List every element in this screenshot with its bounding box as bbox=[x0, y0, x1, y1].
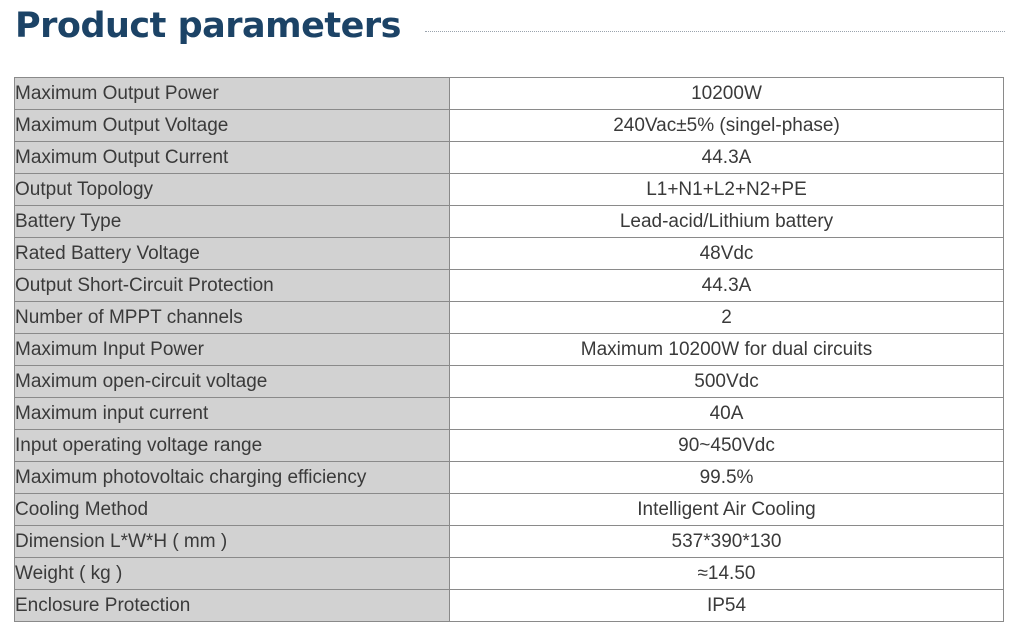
parameter-value: 90~450Vdc bbox=[450, 430, 1004, 462]
parameter-label: Weight ( kg ) bbox=[15, 558, 450, 590]
table-row bbox=[15, 110, 1004, 142]
table-row bbox=[15, 366, 1004, 398]
parameter-label: Enclosure Protection bbox=[15, 590, 450, 622]
parameter-label: Number of MPPT channels bbox=[15, 302, 450, 334]
parameter-label: Maximum open-circuit voltage bbox=[15, 366, 450, 398]
parameter-label: Maximum Output Current bbox=[15, 142, 450, 174]
parameter-value: ≈14.50 bbox=[450, 558, 1004, 590]
table-row bbox=[15, 398, 1004, 430]
page-title: Product parameters bbox=[15, 6, 401, 46]
parameter-label: Output Short-Circuit Protection bbox=[15, 270, 450, 302]
table-row bbox=[15, 526, 1004, 558]
parameter-label: Input operating voltage range bbox=[15, 430, 450, 462]
parameter-value: 44.3A bbox=[450, 142, 1004, 174]
parameter-value: 240Vac±5% (singel-phase) bbox=[450, 110, 1004, 142]
parameter-value: 2 bbox=[450, 302, 1004, 334]
table-row bbox=[15, 174, 1004, 206]
parameters-table-body bbox=[15, 78, 1004, 622]
table-row bbox=[15, 302, 1004, 334]
table-row bbox=[15, 270, 1004, 302]
parameter-label: Rated Battery Voltage bbox=[15, 238, 450, 270]
table-row bbox=[15, 462, 1004, 494]
parameter-label: Cooling Method bbox=[15, 494, 450, 526]
table-row bbox=[15, 590, 1004, 622]
parameter-value: L1+N1+L2+N2+PE bbox=[450, 174, 1004, 206]
table-row bbox=[15, 430, 1004, 462]
parameter-value: Intelligent Air Cooling bbox=[450, 494, 1004, 526]
parameter-value: 99.5% bbox=[450, 462, 1004, 494]
table-row bbox=[15, 142, 1004, 174]
parameter-label: Maximum photovoltaic charging efficiency bbox=[15, 462, 450, 494]
table-row bbox=[15, 238, 1004, 270]
table-row bbox=[15, 494, 1004, 526]
parameter-label: Maximum Input Power bbox=[15, 334, 450, 366]
table-row bbox=[15, 334, 1004, 366]
parameter-value: 537*390*130 bbox=[450, 526, 1004, 558]
table-row bbox=[15, 206, 1004, 238]
parameter-label: Maximum input current bbox=[15, 398, 450, 430]
title-divider bbox=[425, 31, 1005, 32]
parameter-value: Lead-acid/Lithium battery bbox=[450, 206, 1004, 238]
parameter-label: Battery Type bbox=[15, 206, 450, 238]
parameter-value: 500Vdc bbox=[450, 366, 1004, 398]
parameter-value: IP54 bbox=[450, 590, 1004, 622]
parameter-value: 40A bbox=[450, 398, 1004, 430]
table-row bbox=[15, 78, 1004, 110]
page-header bbox=[15, 4, 1005, 60]
parameter-value: 44.3A bbox=[450, 270, 1004, 302]
parameter-label: Maximum Output Power bbox=[15, 78, 450, 110]
parameter-label: Output Topology bbox=[15, 174, 450, 206]
parameter-label: Dimension L*W*H ( mm ) bbox=[15, 526, 450, 558]
parameter-label: Maximum Output Voltage bbox=[15, 110, 450, 142]
parameter-value: Maximum 10200W for dual circuits bbox=[450, 334, 1004, 366]
parameters-table bbox=[14, 77, 1004, 622]
table-row bbox=[15, 558, 1004, 590]
parameter-value: 10200W bbox=[450, 78, 1004, 110]
parameter-value: 48Vdc bbox=[450, 238, 1004, 270]
